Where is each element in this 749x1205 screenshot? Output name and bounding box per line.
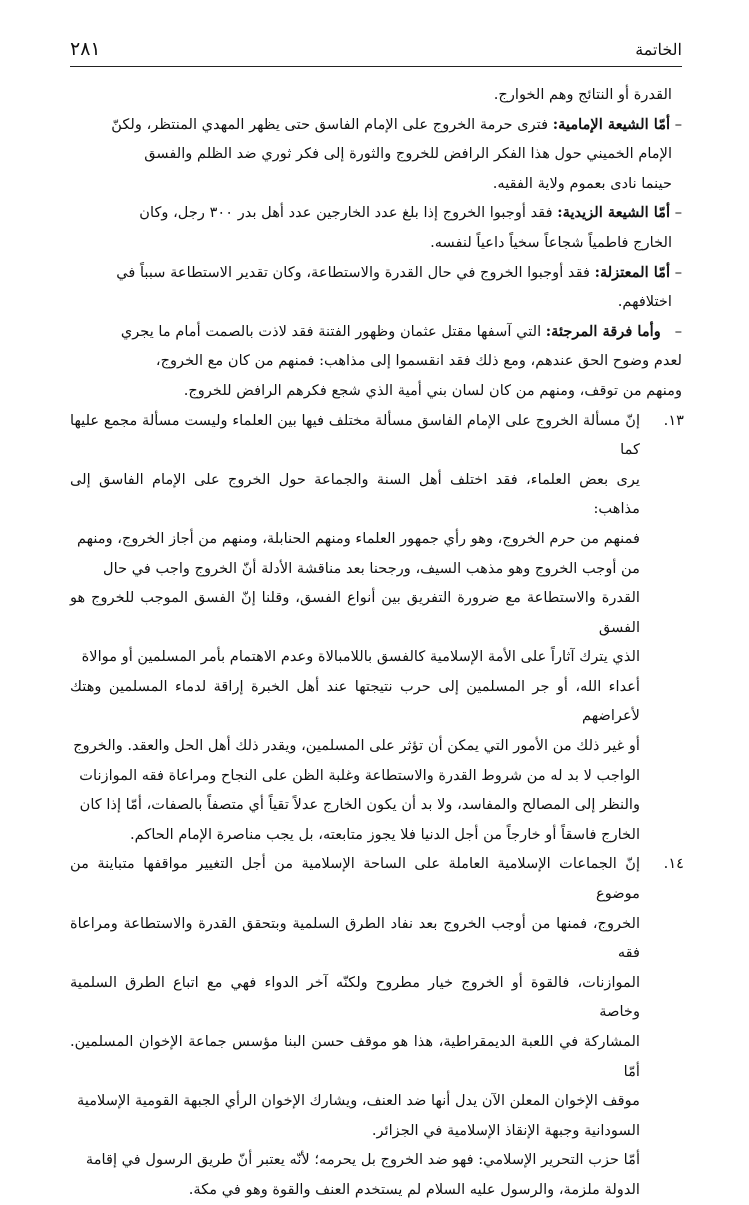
dash-marker: – (674, 322, 682, 340)
text-line: الإمام الخميني حول هذا الفكر الرافض للخروج والثورة إلى فكر ثوري ضد الظلم والفسق (144, 145, 672, 163)
text-line: المشاركة في اللعبة الديمقراطية، هذا هو موقف حسن البنا مؤسس جماعة الإخوان المسلمين. أمّا (70, 1033, 640, 1080)
running-title: الخاتمة (635, 40, 682, 59)
text-line: أو غير ذلك من الأمور التي يمكن أن تؤثر على المسلمين، ويقدر ذلك أهل الحل والعقد. والخروج (73, 737, 640, 755)
text-run: إنّ الجماعات الإسلامية العاملة على الساحة الإسلامية من أجل التغيير مواقفها متباينة من موضوع (70, 855, 640, 903)
dash-marker: – (674, 204, 682, 222)
text-line (70, 258, 682, 288)
text-line (70, 198, 682, 228)
text-line: القدرة أو النتائج وهم الخوارج. (493, 86, 672, 103)
list-item-mutazila (70, 258, 682, 317)
text-line: الواجب لا بد له من شروط القدرة والاستطاعة وغلبة الظن على النجاح ومراعاة فقه الموازنات (79, 766, 640, 784)
text-line: أعداء الله، أو جر المسلمين إلى حرب نتيجتها عند أهل الخبرة إراقة لدماء المسلمين وهتك لأعراضهم (70, 677, 640, 725)
term-heading: أمّا المعتزلة: (594, 263, 671, 281)
text-line: الدولة ملزمة، والرسول عليه السلام لم يستخدم العنف والقوة وهو في مكة. (188, 1180, 640, 1198)
item-number: ١٣. (663, 411, 684, 429)
page-body (70, 80, 682, 1205)
text-line (70, 110, 682, 140)
numbered-item-13 (70, 406, 682, 850)
text-run: فقد أوجبوا الخروج في حال القدرة والاستطاعة، وكان تقدير الاستطاعة سبباً في (116, 263, 595, 281)
text-line: الخروج، فمنها من أوجب الخروج بعد نفاد الطرق السلمية وبتحقق القدرة والاستطاعة ومراعاة فقه (70, 914, 640, 962)
numbered-item-14 (70, 849, 682, 1145)
text-run: التي آسفها مقتل عثمان وظهور الفتنة فقد لاذت بالصمت أمام ما يجري (120, 322, 546, 340)
text-line: حينما نادى بعموم ولاية الفقيه. (492, 174, 672, 192)
text-line: الخارج فاطمياً شجاعاً سخياً داعياً لنفسه. (430, 233, 672, 251)
text-line: الموازنات، فالقوة أو الخروج خيار مطروح ولكنّه آخر الدواء فهي مع اتباع الطرق السلمية وخاصة (70, 973, 640, 1021)
text-line: موقف الإخوان المعلن الآن يدل أنها ضد العنف، ويشارك الإخوان الرأي الجبهة القومية الإسلامية (77, 1092, 640, 1110)
page-header (70, 38, 682, 66)
text-line: ومنهم من توقف، ومنهم من كان لسان بني أمية الذي شجع فكرهم الرافض للخروج. (183, 381, 682, 399)
dash-marker: – (674, 263, 682, 281)
term-heading: أمّا الشيعة الإمامية: (552, 115, 671, 133)
text-line: أمّا حزب التحرير الإسلامي: فهو ضد الخروج بل يحرمه؛ لأنّه يعتبر أنّ طريق الرسول في إقامة (85, 1151, 640, 1169)
text-line: الذي يترك آثاراً على الأمة الإسلامية كالفسق باللامبالاة وعدم الاهتمام بأمر المسلمين أو موالاة (81, 648, 640, 666)
text-line: السودانية وجبهة الإنقاذ الإسلامية في الجزائر. (371, 1121, 640, 1139)
text-line: يرى بعض العلماء، فقد اختلف أهل السنة والجماعة حول الخروج على الإمام الفاسق إلى مذاهب: (70, 470, 640, 518)
text-line: فمنهم من حرم الخروج، وهو رأي جمهور العلماء ومنهم الحنابلة، ومنهم من أجاز الخروج، ومنهم (76, 529, 640, 547)
list-item-zaydiyya (70, 198, 682, 257)
text-line: القدرة والاستطاعة مع ضرورة التفريق بين أنواع الفسق، وقلنا إنّ الفسق الموجب للخروج هو الفسق (70, 589, 640, 636)
text-line: اختلافهم. (617, 293, 672, 311)
dash-marker: – (674, 115, 682, 133)
text-line: من أوجب الخروج وهو مذهب السيف، ورجحنا بعد مناقشة الأدلة أنّ الخروج واجب في حال (103, 559, 640, 577)
text-run: إنّ مسألة الخروج على الإمام الفاسق مسألة مختلف فيها بين العلماء وليست مسألة مجمع عليها كما (70, 411, 640, 459)
text-line: والنظر إلى المصالح والمفاسد، ولا بد أن يكون الخارج عدلاً تقياً أي متصفاً بالصفات، أمّا إذا كان (79, 796, 640, 814)
text-run: فقد أوجبوا الخروج إذا بلغ عدد الخارجين عدد أهل بدر ٣٠٠ رجل، وكان (139, 204, 558, 222)
item-number: ١٤. (663, 855, 684, 873)
text-line (70, 406, 682, 465)
header-rule (70, 66, 682, 67)
list-item-imamiyya (70, 110, 682, 199)
text-line: الخارج فاسقاً أو خارجاً من أجل الدنيا فلا يجوز متابعته، بل يجب مناصرة الإمام الحاكم. (130, 825, 640, 843)
term-heading: وأما فرقة المرجئة: (545, 322, 661, 340)
term-heading: أمّا الشيعة الزيدية: (557, 204, 671, 222)
text-line (70, 849, 682, 908)
list-item-murjia (70, 317, 682, 406)
text-line (70, 317, 682, 347)
text-line: لعدم وضوح الحق عندهم، ومع ذلك فقد انقسموا إلى مذاهب: فمنهم من كان مع الخروج، (155, 352, 682, 370)
page-number: ٢٨١ (70, 38, 101, 60)
text-run: فترى حرمة الخروج على الإمام الفاسق حتى يظهر المهدي المنتظر، ولكنّ (111, 115, 553, 133)
paragraph-tahrir (70, 1145, 682, 1204)
